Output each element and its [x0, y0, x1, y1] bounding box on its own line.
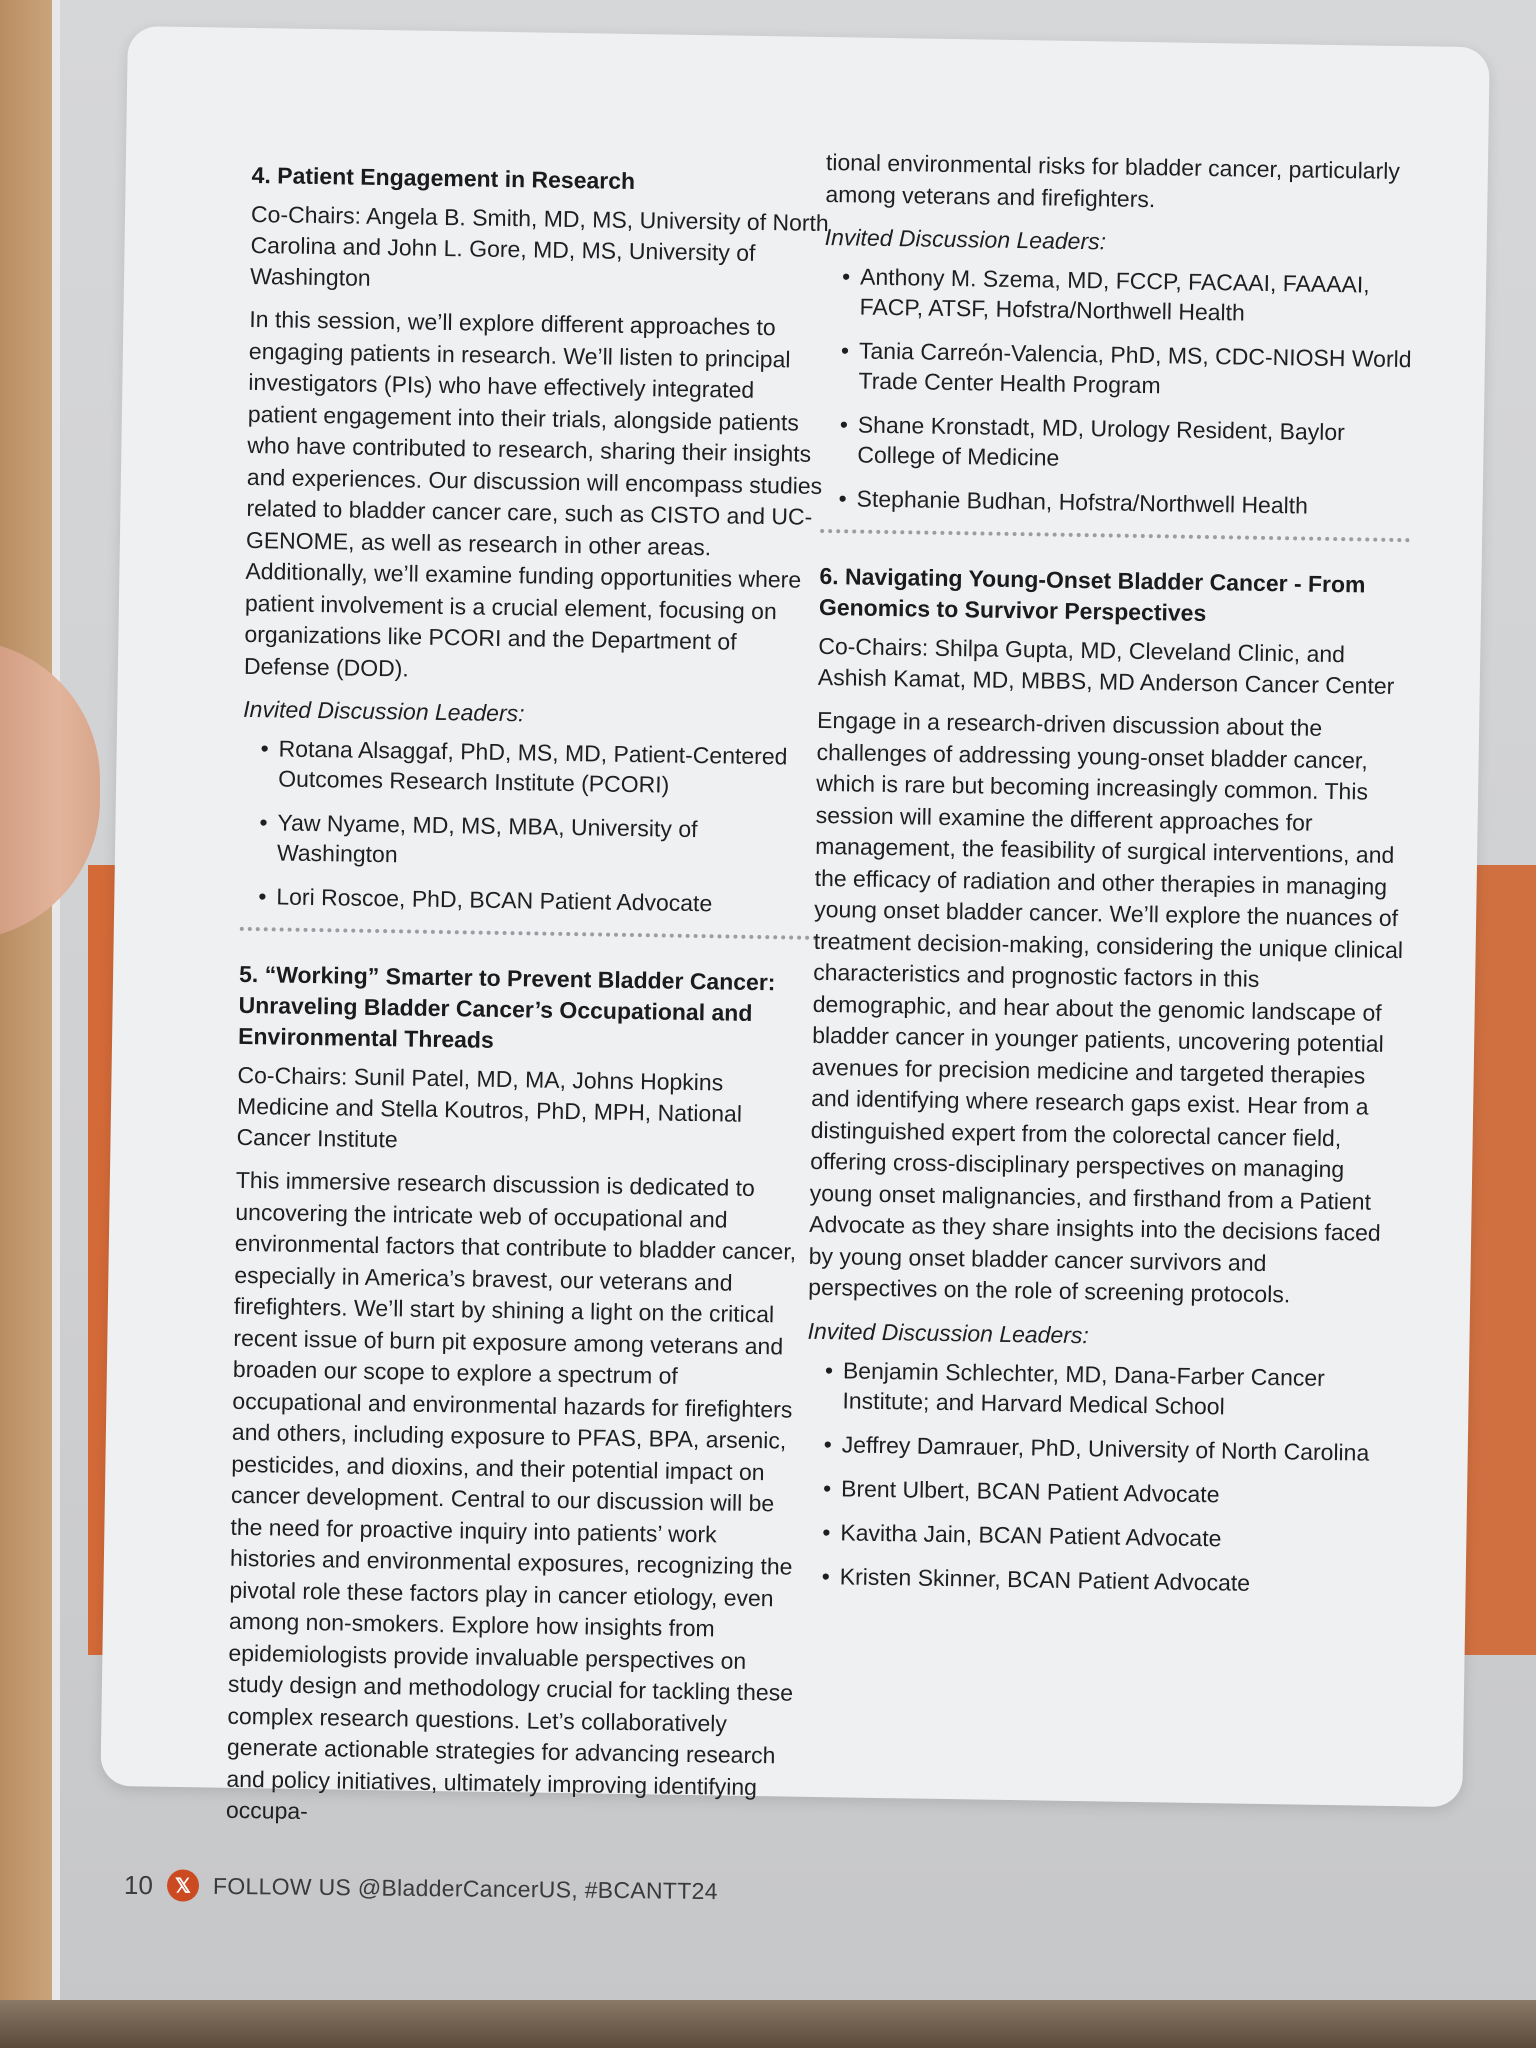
section-4-body: In this session, we’ll explore different approaches to engaging patients in research. We’ll listen to principal investigators (PIs) who have effectively integrated patient engagement into their trials, alongside patients who have contributed to research, sharing their insights and experiences. Our discussion will encompass studies related to bladder cancer care, such as CISTO and UC-GENOME, as well as research in other areas. Additionally, we’ll examine funding opportunities where patient involvement is a crucial element, focusing on organizations like PCORI and the Department of Defense (DOD).	[243, 305, 823, 681]
leader-item: • Rotana Alsaggaf, PhD, MS, MD, Patient-Centered Outcomes Research Institute (PCORI)	[260, 733, 821, 802]
follow-label: FOLLOW US	[212, 1872, 358, 1900]
leader-item: • Benjamin Schlechter, MD, Dana-Farber Cancer Institute; and Harvard Medical School	[824, 1355, 1397, 1424]
leader-item: • Kristen Skinner, BCAN Patient Advocate	[822, 1561, 1394, 1600]
section-5-body: This immersive research discussion is dedicated to uncovering the intricate web of occupational and environmental factors that contribute to bladder cancer, especially in America’s bravest, our veterans and firefighters. We’ll start by shining a light on the critical recent issue of burn pit exposure among veterans and broaden our scope to explore a spectrum of occupational and environmental hazards for firefighters and others, including exposure to PFAS, BPA, arsenic, pesticides, and dioxins, and their potential impact on cancer development. Central to our discussion will be the need for proactive inquiry into patients’ work histories and environmental exposures, recognizing the pivotal role these factors play in cancer etiology, even among non-smokers. Explore how insights from epidemiologists provide invaluable perspectives on study design and methodology crucial for tackling these complex research questions. Let’s collaboratively generate actionable strategies for advancing research and policy initiatives, ultimately improving identifying occupa-	[225, 1166, 797, 1825]
leader-item: • Stephanie Budhan, Hofstra/Northwell Health	[838, 483, 1410, 522]
page-footer	[124, 1865, 718, 1911]
section-6-leaders	[804, 1354, 1398, 1599]
section-5-cochairs: Co-Chairs: Sunil Patel, MD, MA, Johns Hopkins Medicine and Stella Koutros, PhD, MPH, National Cancer Institute	[236, 1061, 743, 1153]
section-5-invited-label: Invited Discussion Leaders:	[824, 223, 1107, 255]
leader-item: • Shane Kronstadt, MD, Urology Resident, Baylor College of Medicine	[839, 409, 1412, 478]
section-4-leaders	[240, 733, 821, 920]
section-4-cochairs: Co-Chairs: Angela B. Smith, MD, MS, University of North Carolina and John L. Gore, MD, MS, University of Washington	[249, 200, 829, 291]
leader-item: • Tania Carreón-Valencia, PhD, MS, CDC-NIOSH World Trade Center Health Program	[840, 335, 1413, 404]
page-number: 10	[123, 1869, 154, 1900]
leader-item: • Lori Roscoe, PhD, BCAN Patient Advocate	[258, 881, 818, 920]
dotted-divider	[820, 529, 1410, 542]
content-card	[100, 26, 1489, 1825]
x-logo-icon[interactable]: 𝕏	[167, 1869, 199, 1901]
follow-us-text	[213, 1872, 718, 1904]
section-6-body: Engage in a research-driven discussion about the challenges of addressing young-onset bladder cancer, which is rare but becoming increasingly common. This session will examine the different approaches for management, the feasibility of surgical interventions, and the efficacy of radiation and other therapies in managing young onset bladder cancer. We’ll explore the nuances of treatment decision-making, considering the unique clinical characteristics and prognostic factors in this demographic, and hear about the genomic landscape of bladder cancer in younger patients, uncovering potential avenues for precision medicine and targeted therapies and identifying where research gaps exist. Hear from a distinguished expert from the colorectal cancer field, offering cross-disciplinary perspectives on managing young onset malignancies, and firsthand from a Patient Advocate as they share insights into the decisions faced by young onset bladder cancer survivors and perspectives on the role of screening protocols.	[808, 706, 1404, 1308]
page-bottom-edge	[0, 2000, 1536, 2048]
section-6-cochairs: Co-Chairs: Shilpa Gupta, MD, Cleveland Clinic, and Ashish Kamat, MD, MBBS, MD Anderson Cancer Center	[817, 632, 1395, 699]
section-6-invited-label: Invited Discussion Leaders:	[807, 1317, 1090, 1348]
leader-item: • Anthony M. Szema, MD, FCCP, FACAAI, FAAAAI, FACP, ATSF, Hofstra/Northwell Health	[841, 261, 1414, 330]
left-column	[226, 160, 830, 1847]
right-column	[803, 147, 1416, 1616]
section-5-body-continued: tional environmental risks for bladder cancer, particularly among veterans and firefighters.	[825, 148, 1401, 212]
section-5-title: 5. “Working” Smarter to Prevent Bladder Cancer: Unraveling Bladder Cancer’s Occupational and Environmental Threads	[237, 960, 776, 1053]
section-6-title: 6. Navigating Young-Onset Bladder Cancer - From Genomics to Survivor Perspectives	[818, 562, 1366, 627]
leader-item: • Yaw Nyame, MD, MS, MBA, University of Washington	[259, 807, 820, 876]
section-4-invited-label: Invited Discussion Leaders:	[243, 695, 525, 727]
leader-item: • Kavitha Jain, BCAN Patient Advocate	[822, 1517, 1394, 1556]
leader-item: • Brent Ulbert, BCAN Patient Advocate	[823, 1473, 1395, 1512]
leader-item: • Jeffrey Damrauer, PhD, University of North Carolina	[824, 1429, 1396, 1468]
section-5-leaders	[820, 261, 1414, 522]
social-handle[interactable]: @BladderCancerUS, #BCANTT24	[357, 1873, 718, 1904]
dotted-divider	[240, 927, 818, 940]
section-4-title: 4. Patient Engagement in Research	[251, 161, 636, 194]
